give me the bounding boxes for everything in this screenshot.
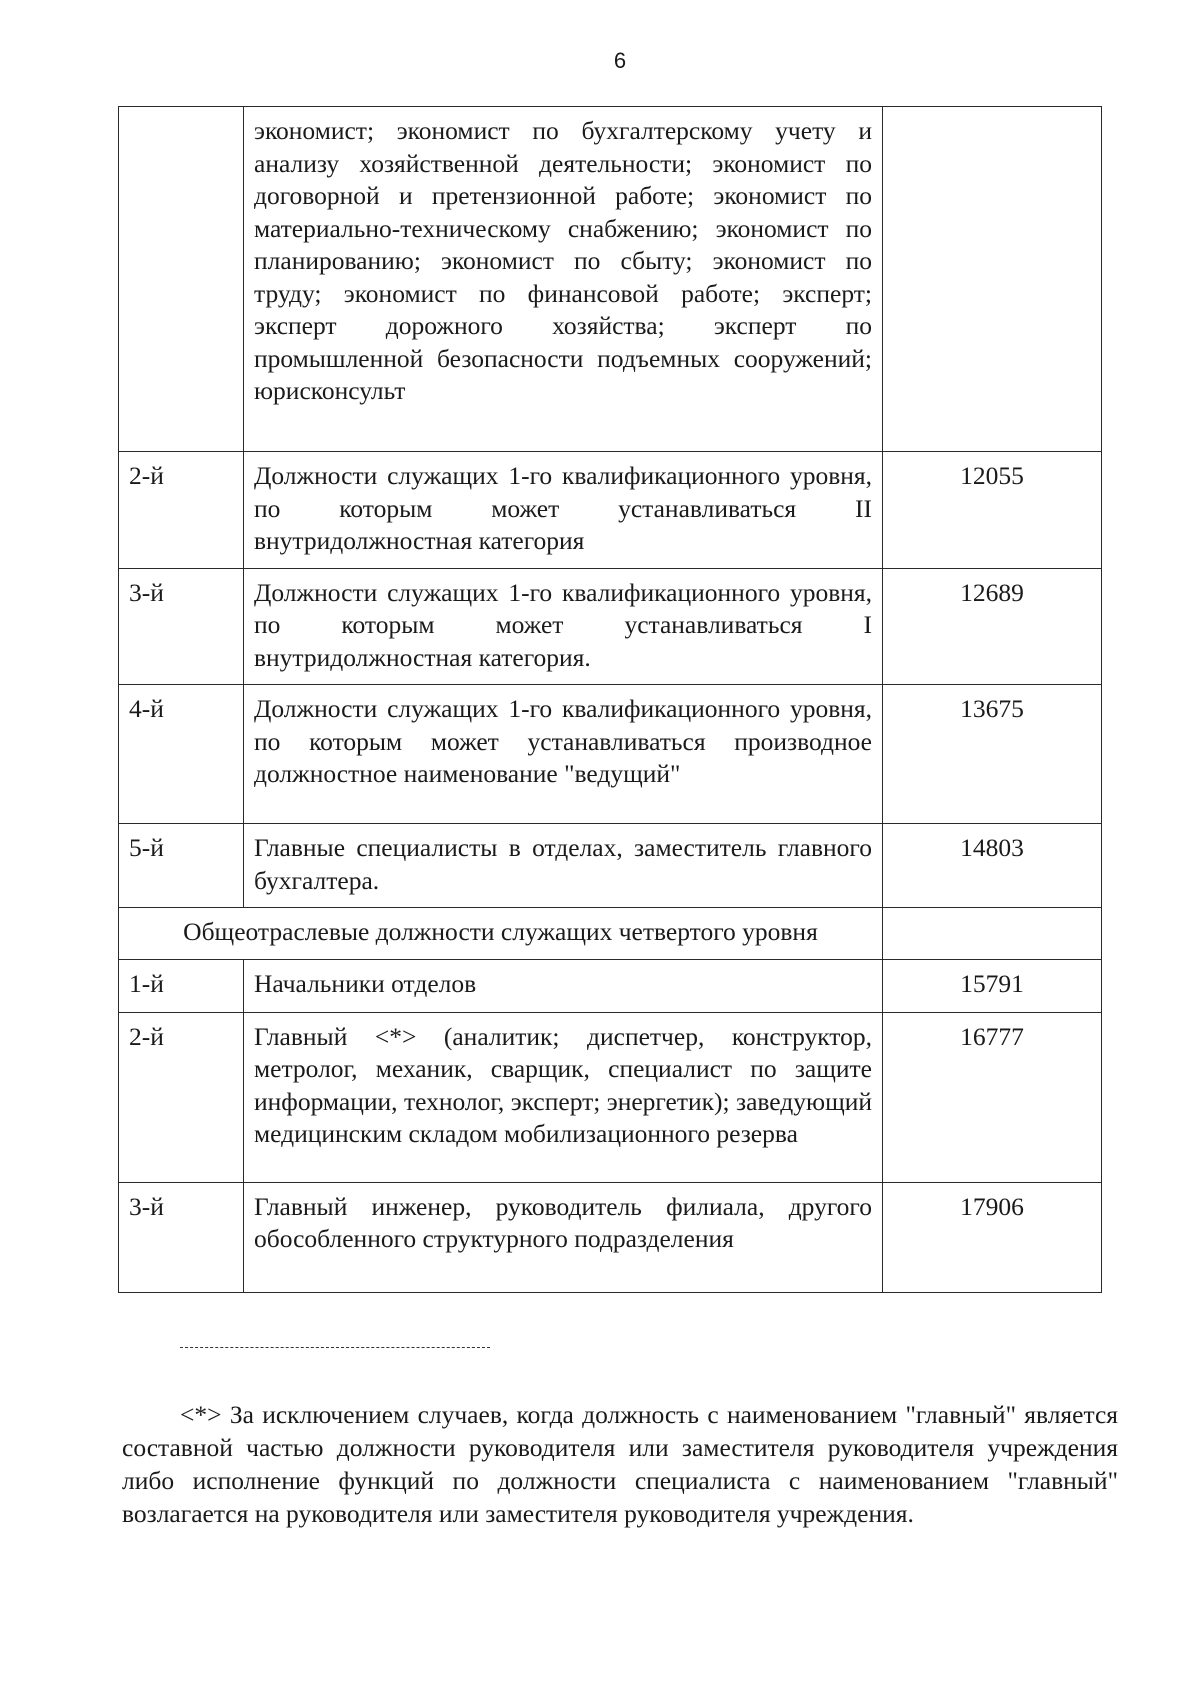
table-row [119, 452, 1102, 569]
position-description-cell: Должности служащих 1-го квалификационного уровня, по которым может устанавливаться II внутридолжностная категория [244, 452, 883, 569]
level-cell: 4-й [119, 685, 244, 824]
position-description-cell: Начальники отделов [244, 959, 883, 1012]
table-row [119, 824, 1102, 908]
table-row [119, 959, 1102, 1012]
page-number: 6 [613, 48, 627, 73]
table-row [119, 685, 1102, 824]
level-cell: 2-й [119, 452, 244, 569]
salary-cell [883, 107, 1102, 452]
position-description-cell: Должности служащих 1-го квалификационного уровня, по которым может устанавливаться производное должностное наименование "ведущий" [244, 685, 883, 824]
position-description-cell: Главный инженер, руководитель филиала, другого обособленного структурного подразделения [244, 1182, 883, 1292]
position-description-cell: экономист; экономист по бухгалтерскому учету и анализу хозяйственной деятельности; экономист по договорной и претензионной работе; экономист по материально-техническому снабжению; экономист по планированию; экономист по сбыту; экономист по труду; экономист по финансовой работе; эксперт; эксперт дорожного хозяйства; эксперт по промышленной безопасности подъемных сооружений; юрисконсульт [244, 107, 883, 452]
level-cell: 5-й [119, 824, 244, 908]
salary-cell: 17906 [883, 1182, 1102, 1292]
level-cell [119, 107, 244, 452]
level-cell: 2-й [119, 1012, 244, 1182]
footnote-separator [180, 1347, 490, 1348]
group-header-row [119, 908, 1102, 960]
table-row-continuation [119, 107, 1102, 452]
table-row [119, 568, 1102, 685]
level-cell: 3-й [119, 568, 244, 685]
footnote-text: <*> За исключением случаев, когда должность с наименованием "главный" является составной частью должности руководителя или заместителя руководителя учреждения либо исполнение функций по должности специалиста с наименованием "главный" возлагается на руководителя или заместителя руководителя учреждения. [122, 1400, 1118, 1528]
level-cell: 3-й [119, 1182, 244, 1292]
salary-cell: 14803 [883, 824, 1102, 908]
salary-cell: 13675 [883, 685, 1102, 824]
position-description-cell: Должности служащих 1-го квалификационного уровня, по которым может устанавливаться I внутридолжностная категория. [244, 568, 883, 685]
table-row [119, 1182, 1102, 1292]
salary-table [118, 106, 1102, 1293]
salary-cell: 12689 [883, 568, 1102, 685]
table-row [119, 1012, 1102, 1182]
salary-cell-empty [883, 908, 1102, 960]
position-description-cell: Главные специалисты в отделах, заместитель главного бухгалтера. [244, 824, 883, 908]
salary-cell: 15791 [883, 959, 1102, 1012]
position-description-cell: Главный <*> (аналитик; диспетчер, конструктор, метролог, механик, сварщик, специалист по защите информации, технолог, эксперт; энергетик); заведующий медицинским складом мобилизационного резерва [244, 1012, 883, 1182]
group-header-cell: Общеотраслевые должности служащих четвертого уровня [119, 908, 883, 960]
salary-cell: 12055 [883, 452, 1102, 569]
salary-cell: 16777 [883, 1012, 1102, 1182]
level-cell: 1-й [119, 959, 244, 1012]
